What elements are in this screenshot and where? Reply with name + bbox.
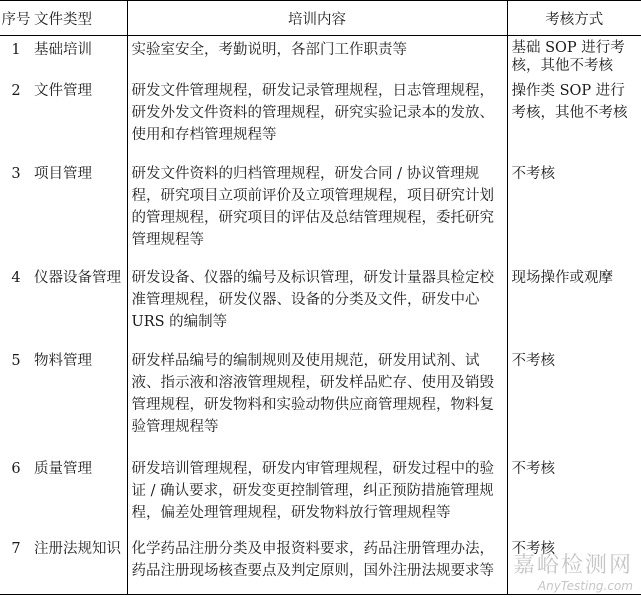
row-type: 基础培训 xyxy=(34,42,92,58)
row-method: 不考核 xyxy=(507,347,641,455)
table-row xyxy=(0,264,641,347)
table-header-row xyxy=(0,1,641,36)
row-type: 仪器设备管理 xyxy=(34,269,121,286)
row-type: 物料管理 xyxy=(34,352,92,369)
row-seq: 1 xyxy=(11,42,21,58)
table-row xyxy=(0,160,641,264)
row-content: 研发样品编号的编制规则及使用规范，研发用试剂、试液、指示液和溶液管理规程，研发样品贮存、使用及销毁管理规程，研发物料和实验动物供应商管理规程，物料复验管理规程等 xyxy=(127,347,507,455)
row-method: 操作类 SOP 进行考核，其他不考核 xyxy=(507,77,641,160)
row-content: 研发文件管理规程，研发记录管理规程，日志管理规程，研发外发文件资料的管理规程，研究实验记录本的发放、使用和存档管理规程等 xyxy=(127,77,507,160)
table-row xyxy=(0,455,641,535)
header-content: 培训内容 xyxy=(127,1,507,36)
watermark-cn: 嘉峪检测网 xyxy=(512,553,633,578)
row-seq: 5 xyxy=(11,352,21,369)
row-seq: 6 xyxy=(11,460,21,477)
header-seq: 序号 xyxy=(0,1,32,36)
row-method: 不考核 xyxy=(507,160,641,264)
table-row xyxy=(0,347,641,455)
row-method: 现场操作或观摩 xyxy=(507,264,641,347)
row-seq: 2 xyxy=(11,82,21,99)
row-seq: 4 xyxy=(11,269,21,286)
row-content: 实验室安全，考勤说明，各部门工作职责等 xyxy=(127,36,507,77)
watermark-en: AnyTesting.com xyxy=(537,579,633,593)
row-type: 注册法规知识 xyxy=(32,535,127,595)
row-seq: 3 xyxy=(11,165,21,182)
row-content: 研发文件资料的归档管理规程，研发合同 / 协议管理规程，研究项目立项前评价及立项管理规程，项目研究计划的管理规程，研究项目的评估及总结管理规程，委托研究管理规程等 xyxy=(127,160,507,264)
row-method: 基础 SOP 进行考核，其他不考核 xyxy=(507,36,641,77)
header-type: 文件类型 xyxy=(32,1,127,36)
row-type: 项目管理 xyxy=(34,165,92,182)
table-row xyxy=(0,36,641,77)
row-method: 不考核 xyxy=(507,535,641,595)
row-content: 研发设备、仪器的编号及标识管理，研发计量器具检定校准管理规程，研发仪器、设备的分类及文件，研发中心 URS 的编制等 xyxy=(127,264,507,347)
row-type: 质量管理 xyxy=(34,460,92,477)
row-type: 文件管理 xyxy=(34,82,92,99)
table-row xyxy=(0,77,641,160)
header-method: 考核方式 xyxy=(507,1,641,36)
row-seq: 7 xyxy=(0,535,32,595)
row-content: 化学药品注册分类及申报资料要求，药品注册管理办法，药品注册现场核查要点及判定原则，国外注册法规要求等 xyxy=(127,535,507,595)
table-row xyxy=(0,535,641,595)
row-method: 不考核 xyxy=(507,455,641,535)
row-content: 研发培训管理规程，研发内审管理规程，研发过程中的验证 / 确认要求，研发变更控制管理，纠正预防措施管理规程，偏差处理管理规程，研发物料放行管理规程等 xyxy=(127,455,507,535)
